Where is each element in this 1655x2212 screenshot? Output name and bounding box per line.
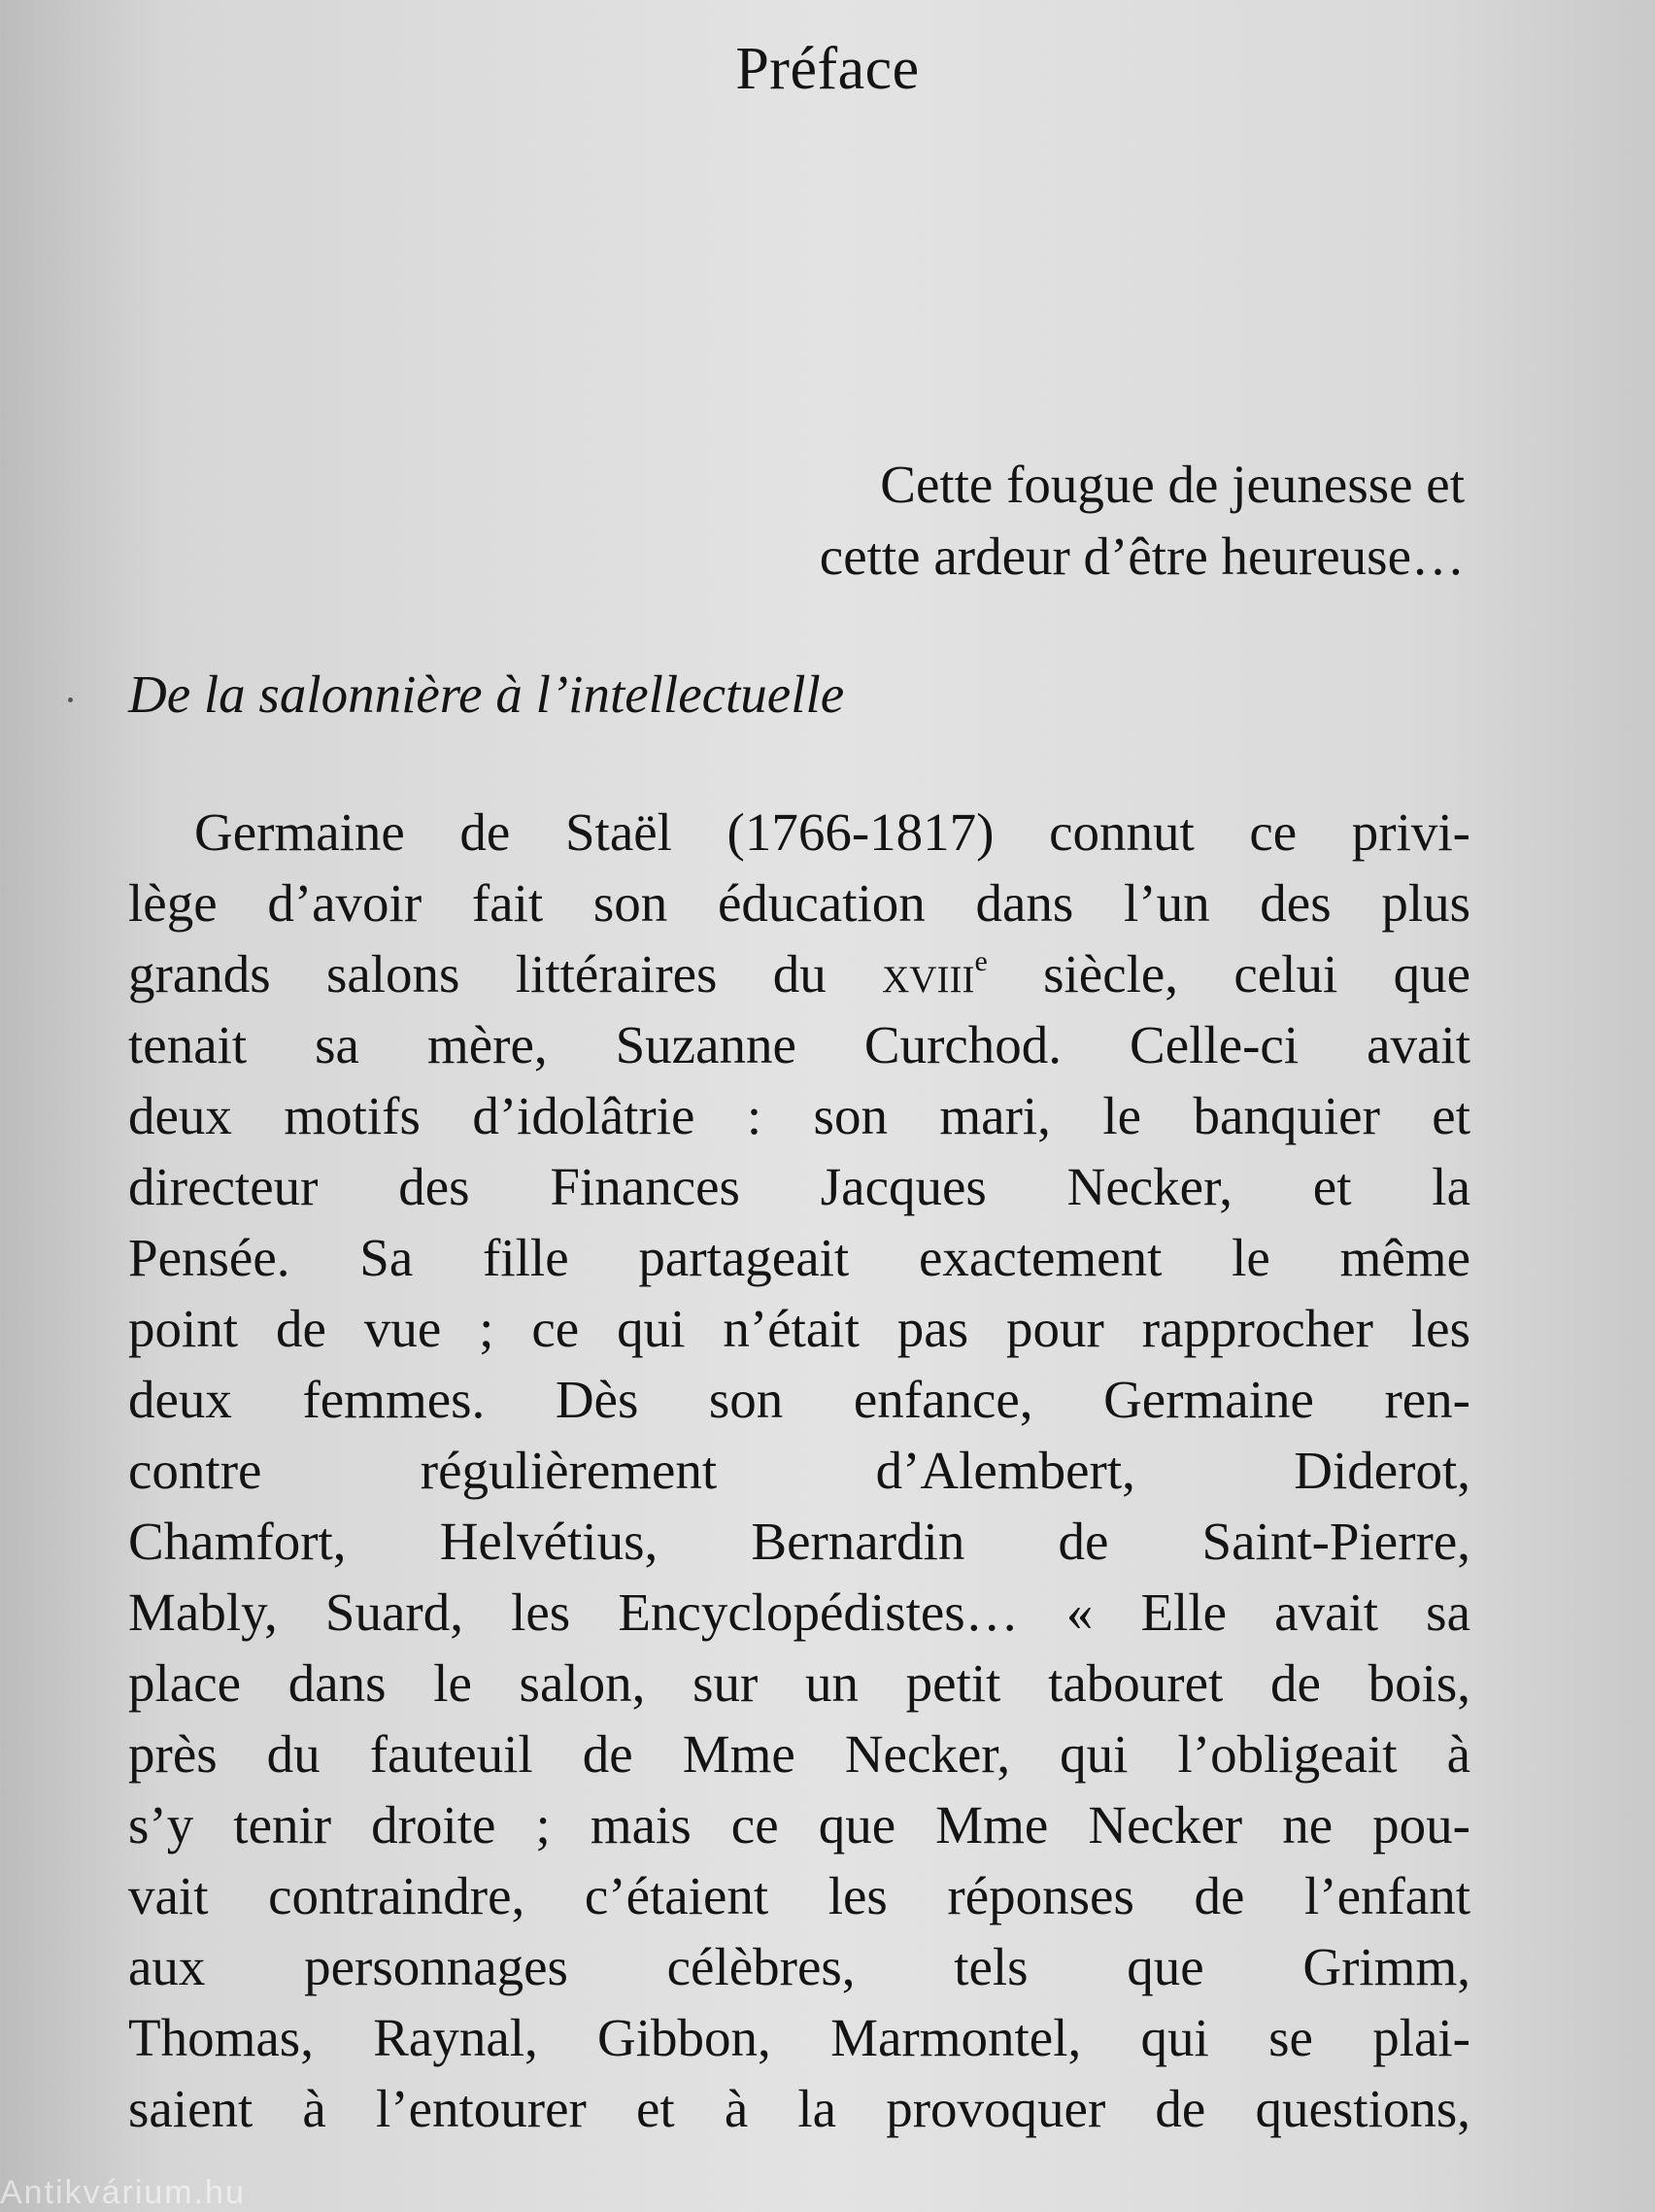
body-line: deux femmes. Dès son enfance, Germaine ren- bbox=[128, 1370, 1470, 1429]
body-line: lège d’avoir fait son éducation dans l’un des plus bbox=[128, 873, 1470, 933]
body-line: Thomas, Raynal, Gibbon, Marmontel, qui se plai- bbox=[128, 2008, 1470, 2067]
century-numeral: xviii bbox=[882, 944, 975, 1004]
body-line: deux motifs d’idolâtrie : son mari, le banquier et bbox=[128, 1086, 1470, 1145]
body-paragraph bbox=[128, 797, 1470, 2144]
body-line: point de vue ; ce qui n’était pas pour rapprocher les bbox=[128, 1299, 1470, 1358]
body-line: Germaine de Staël (1766-1817) connut ce privi- bbox=[194, 802, 1470, 862]
watermark: Antikvárium.hu bbox=[0, 2174, 246, 2211]
line-text: siècle, celui que bbox=[987, 944, 1471, 1004]
body-line: tenait sa mère, Suzanne Curchod. Celle-ci avait bbox=[128, 1015, 1470, 1074]
body-line: saient à l’entourer et à la provoquer de questions, bbox=[128, 2079, 1470, 2138]
body-line: vait contraindre, c’étaient les réponses de l’enfant bbox=[128, 1866, 1470, 1925]
body-line: Mably, Suard, les Encyclopédistes… « Elle avait sa bbox=[128, 1582, 1470, 1642]
body-line: s’y tenir droite ; mais ce que Mme Necker ne pou- bbox=[128, 1795, 1470, 1855]
page-title: Préface bbox=[735, 36, 920, 102]
body-line: Chamfort, Helvétius, Bernardin de Saint-Pierre, bbox=[128, 1512, 1470, 1571]
body-line: près du fauteuil de Mme Necker, qui l’obligeait à bbox=[128, 1724, 1470, 1784]
body-line: aux personnages célèbres, tels que Grimm, bbox=[128, 1937, 1470, 1996]
superscript-e: e bbox=[974, 945, 988, 977]
epigraph bbox=[396, 449, 1465, 593]
section-title: De la salonnière à l’intellectuelle bbox=[128, 664, 845, 724]
body-line: contre régulièrement d’Alembert, Diderot, bbox=[128, 1441, 1470, 1500]
body-line: directeur des Finances Jacques Necker, et la bbox=[128, 1157, 1470, 1216]
epigraph-line: cette ardeur d’être heureuse… bbox=[819, 527, 1465, 586]
line-text: grands salons littéraires du bbox=[128, 944, 883, 1004]
margin-mark bbox=[68, 698, 73, 702]
body-line: Pensée. Sa fille partageait exactement le même bbox=[128, 1228, 1470, 1287]
body-line: place dans le salon, sur un petit tabouret de bois, bbox=[128, 1653, 1470, 1713]
body-line-with-century bbox=[128, 938, 1470, 1009]
epigraph-line: Cette fougue de jeunesse et bbox=[880, 455, 1465, 514]
